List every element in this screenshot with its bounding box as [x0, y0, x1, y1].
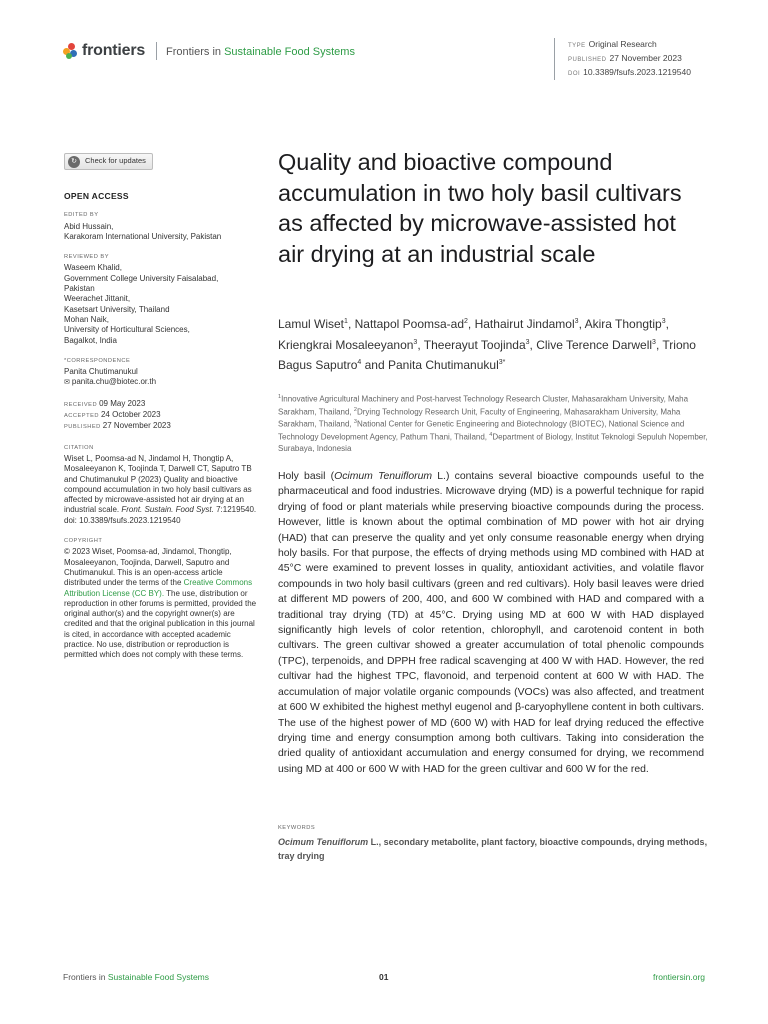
brand-name: frontiers [82, 42, 146, 59]
affiliation-number: 1 [278, 394, 282, 400]
received-label: RECEIVED [64, 401, 98, 408]
check-updates-button[interactable] [64, 153, 153, 170]
correspondence-name: Panita Chutimanukul [64, 367, 138, 377]
published-label: PUBLISHED [64, 424, 101, 431]
author-name[interactable]: Akira Thongtip [584, 317, 662, 331]
open-access-label: OPEN ACCESS [64, 191, 129, 201]
article-sidebar [64, 153, 260, 661]
citation-body: Wiset L, Poomsa-ad N, Jindamol H, Thongtip A, Mosaleeyanon K, Toojinda T, Darwell CT, Saputro TB and Chutimanukul P (2023) Quality and bioactive compound accumulation in two holy basil cultivars as affected by microwave-assisted hot air drying at an industrial scale. [64, 453, 252, 515]
abstract-pre: Holy basil ( [278, 471, 335, 482]
author-separator: , [578, 317, 585, 331]
abstract-species: Ocimum Tenuiflorum [334, 471, 433, 482]
type-value: Original Research [588, 39, 657, 49]
reviewer-line: Waseem Khalid, [64, 263, 122, 273]
author-separator: , [655, 337, 663, 352]
doi-label: DOI [568, 71, 581, 77]
abstract-body: L.) contains several bioactive compounds useful to the pharmaceutical and food industries. Microwave drying (MD) is a powerful technique for rapid drying of food or plant materials while preserving bioactive compounds during the process. However, little is known about the optimal combination of MD power with hot air drying (HAD) that can preserve the quality and yet only consume reasonable energy when drying holy basils. For that purpose, the effects of drying methods using MD combined with HAD at 45°C were examined to prevent losses in quality, antioxidant activities, and volatile flavor compounds in two holy basil cultivars (green and red cultivars). Holy basil leaves were dried at different MD powers of 200, 400, and 600 W combined with HAD and compared with a traditional tray drying (TD) at 45°C. Drying using MD at 600 W with HAD displayed significantly high levels of color retention, chlorophyll, and carotenoid content in both cultivars. The green cultivar showed a greater accumulation of total phenolic compounds (TPC), terpenoids, and DPPH free radical scavenging at 400 W with HAD. However, the red cultivar had the highest TPC, flavonoid, and terpenoid content at 600 W with HAD. The accumulation of major volatile organic compounds (VOCs) was also affected, and treatment at 600 W exhibited the highest methyl eugenol and β-caryophyllene content in both cultivars. The use of the highest power of MD (600 W) with HAD for leaf drying reduced the effective drying time and energy consumption among both cultivars. Taking into consideration the dried quality of antioxidant accumulation and energy consumed for drying, we recommend using MD at 400 or 600 W with HAD for the green cultivar and 600 W for the red. [278, 471, 705, 775]
author-name[interactable]: Lamul Wiset [278, 317, 345, 331]
copyright-pre: © 2023 Wiset, Poomsa-ad, Jindamol, Thongtip, Mosaleeyanon, Toojinda, Darwell, Saputro and Chutimanukul. This is an open-access article distributed under the terms of the [64, 547, 232, 588]
author-separator: , [467, 317, 475, 331]
reviewer-line: Government College University Faisalabad, [64, 273, 219, 283]
footer-journal[interactable] [63, 972, 209, 982]
abstract [278, 469, 704, 777]
page-number: 01 [379, 972, 389, 982]
type-label: TYPE [568, 43, 586, 49]
check-updates-label: Check for updates [85, 156, 146, 166]
article-title: Quality and bioactive compound accumulation in two holy basil cultivars as affected by microwave-assisted hot air drying at an industrial scale [278, 149, 682, 267]
reviewer-line: Bagalkot, India [64, 335, 117, 345]
affiliation-number: 3 [353, 419, 357, 426]
keyword-species: Ocimum Tenuiflorum [278, 837, 369, 847]
author-separator: , [347, 317, 355, 331]
reviewer-line: Mohan Naik, [64, 314, 109, 324]
author-affiliation-mark: 1 [344, 318, 348, 325]
journal-title: Sustainable Food Systems [224, 46, 355, 58]
author-affiliation-mark: 3 [413, 338, 418, 346]
keywords-label: KEYWORDS [278, 825, 316, 831]
doi-link[interactable]: 10.3389/fsufs.2023.1219540 [583, 67, 691, 77]
journal-prefix: Frontiers in [166, 46, 222, 58]
author-separator: , [665, 317, 669, 331]
reviewer-line: University of Horticultural Sciences, [64, 325, 190, 335]
published-value: 27 November 2023 [609, 53, 682, 63]
author-affiliation-mark: 3 [525, 338, 530, 346]
cc-license-link[interactable]: Creative Commons Attribution License (CC BY). [64, 578, 253, 598]
published-row [64, 421, 260, 432]
page-header [63, 38, 708, 78]
author-list [278, 313, 708, 375]
author-separator: , [417, 337, 424, 352]
affiliation-text: Innovative Agricultural Machinery and Post-harvest Technology Research Cluster, Mahasarakham University, Maha Sarakham, Thailand, [278, 394, 689, 417]
author-affiliation-mark: 2 [464, 318, 468, 325]
keywords-section [278, 825, 708, 863]
author-separator: , [529, 337, 537, 352]
author-name[interactable]: Kriengkrai Mosaleeyanon [278, 337, 414, 352]
reviewer-line: Kasetsart University, Thailand [64, 304, 170, 314]
citation-label: CITATION [64, 444, 94, 451]
frontiers-logo-icon [63, 42, 78, 60]
received-row [64, 399, 260, 410]
editor-name: Abid Hussain, [64, 221, 114, 231]
footer-journal-prefix: Frontiers in [63, 972, 106, 982]
author-name[interactable]: Panita Chutimanukul [388, 358, 499, 372]
author-name[interactable]: Hathairut Jindamol [474, 317, 575, 331]
author-affiliation-mark: 3 [652, 338, 656, 346]
author-name[interactable]: Triono Bagus Saputro [278, 337, 696, 372]
received-date: 09 May 2023 [99, 398, 146, 408]
citation-volume: 7:1219540. [216, 505, 257, 515]
affiliation-number: 4 [489, 431, 493, 438]
published-date: 27 November 2023 [102, 421, 171, 431]
citation-journal: Front. Sustain. Food Syst. [121, 505, 214, 515]
affiliation-text: Department of Biology, Institut Teknologi Sepuluh Nopember, Surabaya, Indonesia [278, 432, 708, 453]
reviewed-by-label: REVIEWED BY [64, 254, 110, 261]
edited-by-label: EDITED BY [64, 212, 99, 219]
author-name[interactable]: Clive Terence Darwell [536, 337, 653, 352]
affiliation-text: National Center for Genetic Engineering and Biotechnology (BIOTEC), National Science and Technology Development Agency, Pathum Thani, Thailand, [278, 419, 685, 442]
correspondence-email[interactable]: panita.chu@biotec.or.th [71, 377, 157, 387]
accepted-date: 24 October 2023 [100, 410, 161, 420]
article-meta [554, 38, 691, 80]
reviewer-line: Pakistan [64, 284, 95, 294]
editor-affiliation: Karakoram International University, Pakistan [64, 231, 222, 241]
author-affiliation-mark: 3 [661, 318, 666, 325]
keywords-list [278, 836, 708, 863]
journal-name[interactable] [166, 46, 355, 58]
author-affiliation-mark: 3* [498, 359, 506, 366]
citation-text [64, 454, 260, 526]
copyright-text [64, 547, 260, 660]
author-affiliation-mark: 3 [574, 318, 579, 325]
frontiers-logo[interactable] [63, 42, 145, 60]
affiliations [278, 392, 708, 454]
keywords-rest: L., secondary metabolite, plant factory, bioactive compounds, drying methods, tray drying [278, 837, 708, 861]
copyright-post: The use, distribution or reproduction in other forums is permitted, provided the original author(s) and the copyright owner(s) are credited and that the original publication in this journal is cited, in accordance with accepted academic practice. No use, distribution or reproduction is permitted which does not comply with these terms. [64, 588, 257, 660]
affiliation-text: Drying Technology Research Unit, Faculty of Engineering, Mahasarakham University, Maha Sarakham, Thailand, [278, 407, 681, 429]
copyright-label: COPYRIGHT [64, 538, 103, 545]
footer-site-link[interactable]: frontiersin.org [653, 972, 705, 982]
accepted-row [64, 410, 260, 421]
refresh-icon: ↻ [68, 156, 80, 168]
author-name[interactable]: Theerayut Toojinda [423, 337, 526, 352]
correspondence-email-row[interactable] [64, 377, 260, 388]
published-label: PUBLISHED [568, 57, 607, 63]
correspondence-label: *CORRESPONDENCE [64, 357, 131, 364]
mail-icon: ✉ [64, 379, 70, 387]
author-affiliation-mark: 4 [357, 359, 362, 366]
footer-journal-name: Sustainable Food Systems [107, 972, 209, 982]
affiliation-number: 2 [353, 406, 357, 413]
accepted-label: ACCEPTED [64, 413, 99, 420]
author-separator: and [361, 358, 388, 372]
header-divider [156, 42, 157, 60]
citation-doi[interactable]: doi: 10.3389/fsufs.2023.1219540 [64, 515, 181, 525]
page-footer [63, 972, 705, 986]
author-name[interactable]: Nattapol Poomsa-ad [354, 317, 465, 331]
reviewer-line: Weerachet Jittanit, [64, 294, 131, 304]
